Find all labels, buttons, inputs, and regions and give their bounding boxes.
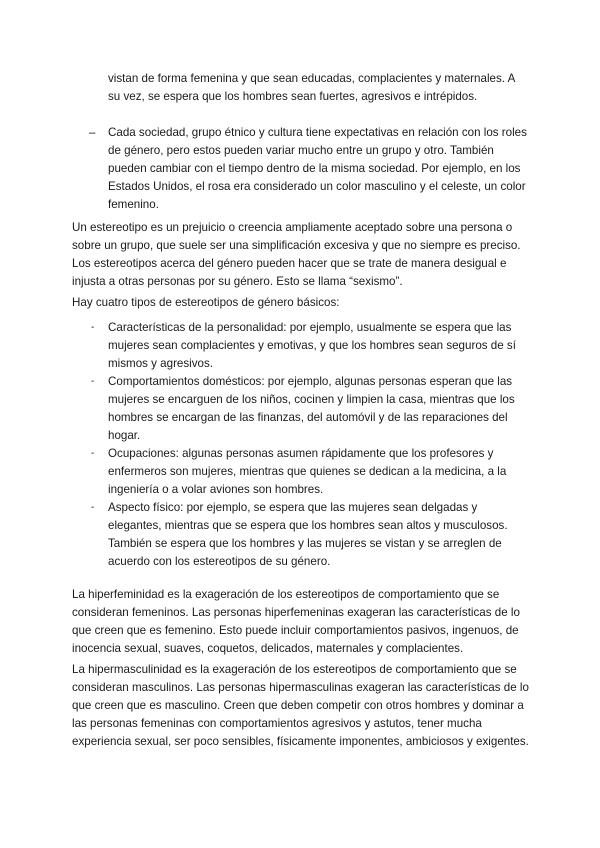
dash-marker: –	[89, 126, 96, 139]
list-item-text: Ocupaciones: algunas personas asumen rápidamente que los profesores y enfermeros son mujeres, mientras que quienes se dedican a la medicina, a la ingeniería o a volar aviones son hombres.	[108, 447, 507, 496]
bullet-marker: -	[91, 376, 95, 387]
continued-list-text: vistan de forma femenina y que sean educadas, complacientes y maternales. A su vez, se espera que los hombres sean fuertes, agresivos e intrépidos.	[108, 72, 515, 103]
list-item-text: Aspecto físico: por ejemplo, se espera que las mujeres sean delgadas y elegantes, mientras que se espera que los hombres sean altos y musculosos. También se espera que los hombres y las mujeres se vistan y se arreglen de acuerdo con los estereotipos de su género.	[108, 501, 508, 568]
bullet-marker: -	[91, 502, 95, 513]
list-item	[89, 445, 534, 499]
dash-list-item-text: Cada sociedad, grupo étnico y cultura tiene expectativas en relación con los roles de género, pero estos pueden variar mucho entre un grupo y otro. También pueden cambiar con el tiempo dentro de la misma sociedad. Por ejemplo, en los Estados Unidos, el rosa era considerado un color masculino y el celeste, un color femenino.	[108, 126, 527, 211]
list-item	[89, 319, 534, 373]
bullet-marker: -	[91, 322, 95, 333]
stereotype-types-list	[89, 319, 534, 571]
list-item	[89, 499, 534, 571]
list-item	[89, 373, 534, 445]
paragraph-stereotype-definition: Un estereotipo es un prejuicio o creencia ampliamente aceptado sobre una persona o sobre un grupo, que suele ser una simplificación excesiva y que no siempre es preciso. Los estereotipos acerca del género pueden hacer que se trate de manera desigual e injusta a otras personas por su género. Esto se llama “sexismo”.	[72, 221, 521, 288]
list-item-text: Comportamientos domésticos: por ejemplo, algunas personas esperan que las mujeres se encarguen de los niños, cocinen y limpien la casa, mientras que los hombres se encargan de las finanzas, del automóvil y de las reparaciones del hogar.	[108, 375, 515, 442]
paragraph-list-intro: Hay cuatro tipos de estereotipos de género básicos:	[72, 296, 340, 309]
bullet-marker: -	[91, 448, 95, 459]
paragraph-hyperfemininity: La hiperfeminidad es la exageración de los estereotipos de comportamiento que se consideran femeninos. Las personas hiperfemeninas exageran las características de lo que creen que es femenino. Esto puede incluir comportamientos pasivos, ingenuos, de inocencia sexual, suaves, coquetos, delicados, maternales y complacientes.	[72, 588, 520, 655]
list-item-text: Características de la personalidad: por ejemplo, usualmente se espera que las mujeres sean complacientes y emotivas, y que los hombres sean seguros de sí mismos y agresivos.	[108, 321, 516, 370]
paragraph-hypermasculinity: La hipermasculinidad es la exageración de los estereotipos de comportamiento que se consideran masculinos. Las personas hipermasculinas exageran las características de lo que creen que es masculino. Creen que deben competir con otros hombres y dominar a las personas femeninas con comportamientos agresivos y astutos, tener mucha experiencia sexual, ser poco sensibles, físicamente imponentes, ambiciosos y exigentes.	[72, 663, 529, 748]
